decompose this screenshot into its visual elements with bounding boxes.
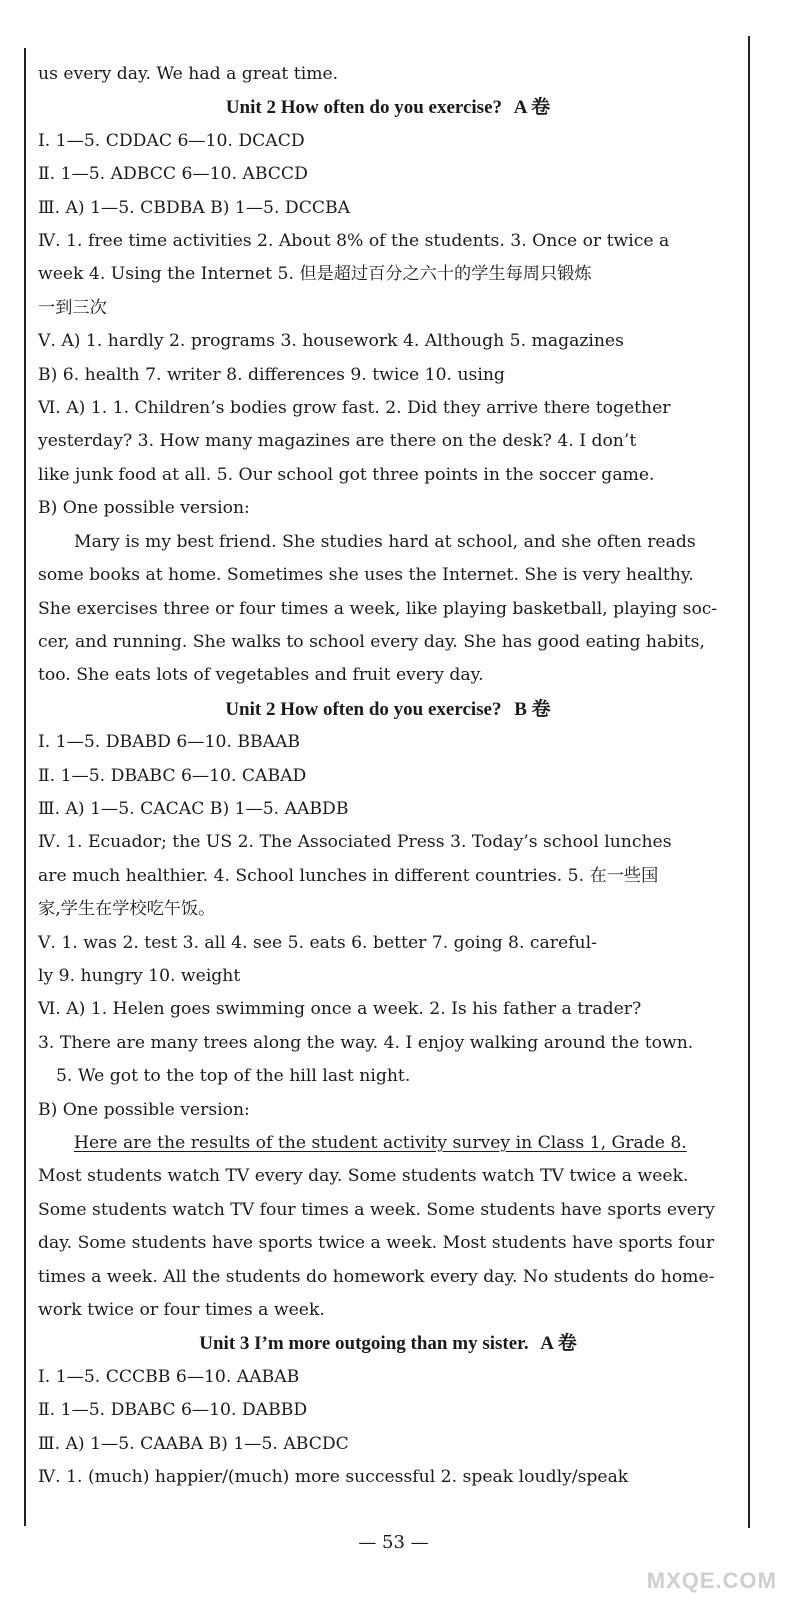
answer-line: Ⅳ. 1. (much) happier/(much) more successful 2. speak loudly/speak [38,1467,629,1488]
section-heading-unit2-a [38,91,738,124]
answer-line: like junk food at all. 5. Our school got three points in the soccer game. [38,464,655,485]
essay-line: Some students watch TV four times a week. Some students have sports every [38,1199,715,1220]
answer-line: Ⅲ. A) 1—5. CBDBA B) 1—5. DCCBA [38,197,351,218]
answer-line: Ⅱ. 1—5. ADBCC 6—10. ABCCD [38,164,308,185]
answer-line: Ⅴ. 1. was 2. test 3. all 4. see 5. eats 6. better 7. going 8. careful- [38,932,597,953]
answer-line: 家,学生在学校吃午饭。 [38,899,216,920]
answer-line: are much healthier. 4. School lunches in different countries. 5. 在一些国 [38,865,659,886]
essay-line: Most students watch TV every day. Some students watch TV twice a week. [38,1166,689,1187]
answer-line: 5. We got to the top of the hill last night. [56,1066,411,1087]
heading-title: Unit 2 How often do you exercise? [225,698,502,720]
heading-title: Unit 3 I’m more outgoing than my sister. [199,1333,529,1355]
text-line: us every day. We had a great time. [38,64,339,84]
answer-line: Ⅱ. 1—5. DBABC 6—10. CABAD [38,765,307,786]
heading-title: Unit 2 How often do you exercise? [225,97,503,119]
answer-line: yesterday? 3. How many magazines are there on the desk? 4. I don’t [38,431,637,452]
answer-line: Ⅰ. 1—5. CCCBB 6—10. AABAB [38,1366,300,1387]
answer-line: Ⅲ. A) 1—5. CAABA B) 1—5. ABCDC [38,1433,349,1454]
answer-line: Ⅲ. A) 1—5. CACAC B) 1—5. AABDB [38,798,349,819]
essay-line: some books at home. Sometimes she uses the Internet. She is very healthy. [38,565,694,586]
answer-line: 3. There are many trees along the way. 4. I enjoy walking around the town. [38,1032,694,1053]
answer-key-page [38,58,738,1494]
answer-line: B) One possible version: [38,498,250,519]
essay-first-sentence: Here are the results of the student activity survey in Class 1, Grade 8. [74,1133,687,1153]
answer-line: B) One possible version: [38,1099,250,1120]
left-margin-rule [24,48,26,1526]
answer-line: Ⅰ. 1—5. CDDAC 6—10. DCACD [38,130,305,151]
answer-line: Ⅱ. 1—5. DBABC 6—10. DABBD [38,1400,308,1421]
answer-line: Ⅵ. A) 1. Helen goes swimming once a week. 2. Is his father a trader? [38,999,642,1020]
heading-paper: B 卷 [514,698,551,720]
essay-line: She exercises three or four times a week, like playing basketball, playing soc- [38,598,718,619]
answer-line: Ⅳ. 1. free time activities 2. About 8% of the students. 3. Once or twice a [38,231,670,252]
answer-line: Ⅴ. A) 1. hardly 2. programs 3. housework 4. Although 5. magazines [38,331,624,352]
essay-line [38,1127,738,1160]
answer-line: ly 9. hungry 10. weight [38,965,241,986]
essay-line: too. She eats lots of vegetables and fruit every day. [38,665,484,686]
essay-line: cer, and running. She walks to school every day. She has good eating habits, [38,631,705,652]
section-heading-unit3-a [38,1327,738,1360]
answer-line: Ⅵ. A) 1. 1. Children’s bodies grow fast. 2. Did they arrive there together [38,398,671,419]
heading-paper: A 卷 [540,1333,577,1355]
answer-line: Ⅳ. 1. Ecuador; the US 2. The Associated Press 3. Today’s school lunches [38,832,672,853]
answer-line: week 4. Using the Internet 5. 但是超过百分之六十的学生每周只锻炼 [38,264,592,285]
heading-paper: A 卷 [513,97,551,119]
right-margin-rule [748,36,750,1528]
essay-line: times a week. All the students do homework every day. No students do home- [38,1266,715,1287]
essay-line: Mary is my best friend. She studies hard at school, and she often reads [74,531,696,552]
answer-line: Ⅰ. 1—5. DBABD 6—10. BBAAB [38,732,301,753]
page-number: — 53 — [358,1532,429,1553]
answer-line: B) 6. health 7. writer 8. differences 9. twice 10. using [38,364,505,385]
watermark-logo: MXQE.COM [646,1568,777,1593]
essay-line: work twice or four times a week. [38,1300,325,1321]
answer-line: 一到三次 [38,297,107,318]
essay-line: day. Some students have sports twice a week. Most students have sports four [38,1233,715,1254]
section-heading-unit2-b [38,693,738,726]
